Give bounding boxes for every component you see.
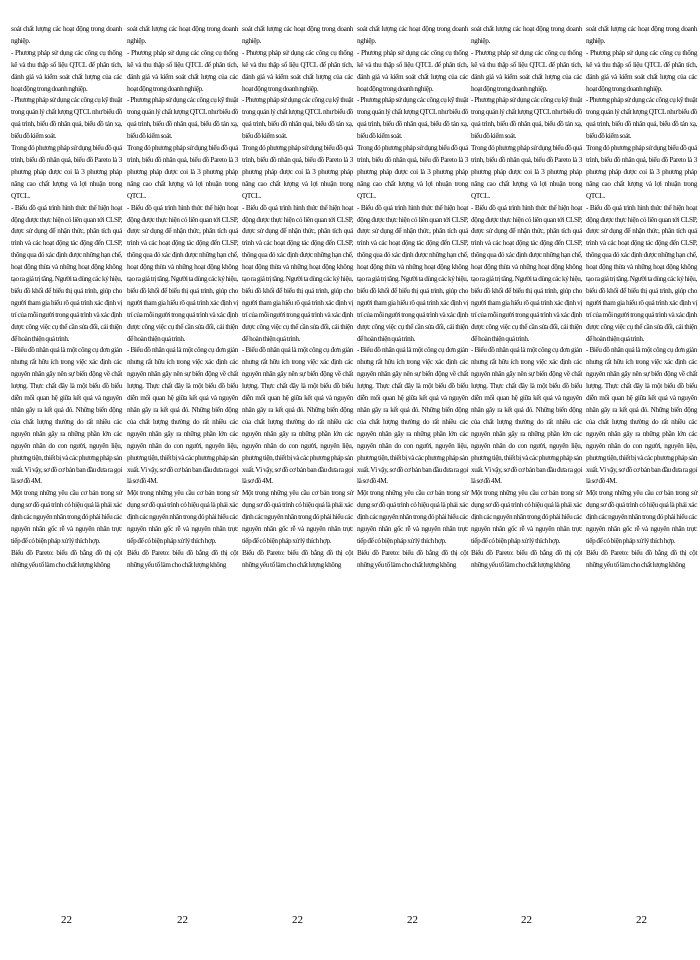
paragraph: Trong đó phương pháp sử dụng biểu đồ quá trình, biểu đồ nhân quả, biểu đồ Pareto là 3 phương pháp được coi là 3 phương pháp nâng cao chất lượng và lợi nhuận trong QTCL. [586,144,697,200]
paragraph: Một trong những yêu cầu cơ bản trong sử dụng sơ đồ quá trình có hiệu quả là phải xác định các nguyên nhân trong đó phải hiểu các nguyên nhân gốc rễ và nguyên nhân trực tiếp để có biện pháp xử lý thích hợp. [11,489,122,545]
paragraph: Biểu đồ Pareto: biểu đồ bằng đồ thị cột những yếu tố làm cho chất lượng không [586,548,697,569]
page-number: 22 [61,914,72,926]
paragraph: - Phương pháp sử dụng các công cụ thống kê và thu thập số liệu QTCL để phân tích, đánh giá và kiểm soát chất lượng của các hoạt động trong doanh nghiệp. [242,48,353,93]
paragraph: soát chất lượng các hoạt động trong doanh nghiệp. [357,25,468,45]
paragraph: - Phương pháp sử dụng các công cụ kỹ thuật trong quản lý chất lượng QTCL như biểu đồ quá trình, biểu đồ nhân quả, biểu đồ tán xạ, biểu đồ kiểm soát. [127,96,238,141]
paragraph: - Phương pháp sử dụng các công cụ kỹ thuật trong quản lý chất lượng QTCL như biểu đồ quá trình, biểu đồ nhân quả, biểu đồ tán xạ, biểu đồ kiểm soát. [357,96,468,141]
text-column-2 [127,0,238,960]
paragraph: Trong đó phương pháp sử dụng biểu đồ quá trình, biểu đồ nhân quả, biểu đồ Pareto là 3 phương pháp được coi là 3 phương pháp nâng cao chất lượng và lợi nhuận trong QTCL. [471,144,582,200]
text-column-4 [357,0,468,960]
paragraph: Biểu đồ Pareto: biểu đồ bằng đồ thị cột những yếu tố làm cho chất lượng không [11,548,122,569]
column-text [127,24,238,572]
paragraph: - Phương pháp sử dụng các công cụ kỹ thuật trong quản lý chất lượng QTCL như biểu đồ quá trình, biểu đồ nhân quả, biểu đồ tán xạ, biểu đồ kiểm soát. [242,96,353,141]
paragraph: soát chất lượng các hoạt động trong doanh nghiệp. [586,25,697,45]
paragraph: - Biểu đồ nhân quả là một công cụ đơn giản nhưng rất hữu ích trong việc xác định các nguyên nhân gây nên sự biến động về chất lượng. Thực chất đây là một biểu đồ biểu diễn mối quan hệ giữa kết quả và nguyên nhân gây ra kết quả đó. Những biến động của chất lượng thường do rất nhiều các nguyên nhân gây ra những phần lớn các nguyên nhân do con người, nguyên liệu, phương tiện, thiết bị và các phương pháp sản xuất. Vì vậy, sơ đồ cơ bản ban đầu đưa ra gọi là sơ đồ 4M. [586,346,697,486]
paragraph: Biểu đồ Pareto: biểu đồ bằng đồ thị cột những yếu tố làm cho chất lượng không [127,548,238,569]
paragraph: soát chất lượng các hoạt động trong doanh nghiệp. [127,25,238,45]
column-text [471,24,582,572]
paragraph: soát chất lượng các hoạt động trong doanh nghiệp. [471,25,582,45]
text-column-6 [586,0,697,960]
paragraph: - Biểu đồ quá trình hình thức thể hiện hoạt động được thực hiện có liên quan tới CLSP, được sử dụng để nhận thức, phân tích quá trình và các hoạt động tác động đến CLSP, thông qua đó xác định được những hạn chế, hoạt động thừa và những hoạt động không tạo ra giá trị tăng. Người ta dùng các ký hiệu, biểu đồ khối để biểu thị quá trình, giúp cho người tham gia hiểu rõ quá trình xác định vị trí của mỗi người trong quá trình và xác định được công việc cụ thể cần sửa đổi, cải thiện để hoàn thiện quá trình. [11,203,122,343]
page-number: 22 [177,914,188,926]
column-text [242,24,353,572]
paragraph: - Phương pháp sử dụng các công cụ thống kê và thu thập số liệu QTCL để phân tích, đánh giá và kiểm soát chất lượng của các hoạt động trong doanh nghiệp. [471,48,582,93]
paragraph: Một trong những yêu cầu cơ bản trong sử dụng sơ đồ quá trình có hiệu quả là phải xác định các nguyên nhân trong đó phải hiểu các nguyên nhân gốc rễ và nguyên nhân trực tiếp để có biện pháp xử lý thích hợp. [586,489,697,545]
paragraph: - Biểu đồ quá trình hình thức thể hiện hoạt động được thực hiện có liên quan tới CLSP, được sử dụng để nhận thức, phân tích quá trình và các hoạt động tác động đến CLSP, thông qua đó xác định được những hạn chế, hoạt động thừa và những hoạt động không tạo ra giá trị tăng. Người ta dùng các ký hiệu, biểu đồ khối để biểu thị quá trình, giúp cho người tham gia hiểu rõ quá trình xác định vị trí của mỗi người trong quá trình và xác định được công việc cụ thể cần sửa đổi, cải thiện để hoàn thiện quá trình. [127,203,238,343]
paragraph: - Phương pháp sử dụng các công cụ kỹ thuật trong quản lý chất lượng QTCL như biểu đồ quá trình, biểu đồ nhân quả, biểu đồ tán xạ, biểu đồ kiểm soát. [586,96,697,141]
paragraph: - Phương pháp sử dụng các công cụ kỹ thuật trong quản lý chất lượng QTCL như biểu đồ quá trình, biểu đồ nhân quả, biểu đồ tán xạ, biểu đồ kiểm soát. [471,96,582,141]
column-text [586,24,697,572]
paragraph: - Biểu đồ nhân quả là một công cụ đơn giản nhưng rất hữu ích trong việc xác định các nguyên nhân gây nên sự biến động về chất lượng. Thực chất đây là một biểu đồ biểu diễn mối quan hệ giữa kết quả và nguyên nhân gây ra kết quả đó. Những biến động của chất lượng thường do rất nhiều các nguyên nhân gây ra những phần lớn các nguyên nhân do con người, nguyên liệu, phương tiện, thiết bị và các phương pháp sản xuất. Vì vậy, sơ đồ cơ bản ban đầu đưa ra gọi là sơ đồ 4M. [242,346,353,486]
paragraph: - Phương pháp sử dụng các công cụ thống kê và thu thập số liệu QTCL để phân tích, đánh giá và kiểm soát chất lượng của các hoạt động trong doanh nghiệp. [11,48,122,93]
paragraph: - Biểu đồ quá trình hình thức thể hiện hoạt động được thực hiện có liên quan tới CLSP, được sử dụng để nhận thức, phân tích quá trình và các hoạt động tác động đến CLSP, thông qua đó xác định được những hạn chế, hoạt động thừa và những hoạt động không tạo ra giá trị tăng. Người ta dùng các ký hiệu, biểu đồ khối để biểu thị quá trình, giúp cho người tham gia hiểu rõ quá trình xác định vị trí của mỗi người trong quá trình và xác định được công việc cụ thể cần sửa đổi, cải thiện để hoàn thiện quá trình. [242,203,353,343]
paragraph: - Biểu đồ quá trình hình thức thể hiện hoạt động được thực hiện có liên quan tới CLSP, được sử dụng để nhận thức, phân tích quá trình và các hoạt động tác động đến CLSP, thông qua đó xác định được những hạn chế, hoạt động thừa và những hoạt động không tạo ra giá trị tăng. Người ta dùng các ký hiệu, biểu đồ khối để biểu thị quá trình, giúp cho người tham gia hiểu rõ quá trình xác định vị trí của mỗi người trong quá trình và xác định được công việc cụ thể cần sửa đổi, cải thiện để hoàn thiện quá trình. [586,203,697,343]
text-column-5 [471,0,582,960]
paragraph: Trong đó phương pháp sử dụng biểu đồ quá trình, biểu đồ nhân quả, biểu đồ Pareto là 3 phương pháp được coi là 3 phương pháp nâng cao chất lượng và lợi nhuận trong QTCL. [11,144,122,200]
paragraph: - Biểu đồ nhân quả là một công cụ đơn giản nhưng rất hữu ích trong việc xác định các nguyên nhân gây nên sự biến động về chất lượng. Thực chất đây là một biểu đồ biểu diễn mối quan hệ giữa kết quả và nguyên nhân gây ra kết quả đó. Những biến động của chất lượng thường do rất nhiều các nguyên nhân gây ra những phần lớn các nguyên nhân do con người, nguyên liệu, phương tiện, thiết bị và các phương pháp sản xuất. Vì vậy, sơ đồ cơ bản ban đầu đưa ra gọi là sơ đồ 4M. [127,346,238,486]
paragraph: - Phương pháp sử dụng các công cụ thống kê và thu thập số liệu QTCL để phân tích, đánh giá và kiểm soát chất lượng của các hoạt động trong doanh nghiệp. [127,48,238,93]
paragraph: Biểu đồ Pareto: biểu đồ bằng đồ thị cột những yếu tố làm cho chất lượng không [357,548,468,569]
paragraph: Một trong những yêu cầu cơ bản trong sử dụng sơ đồ quá trình có hiệu quả là phải xác định các nguyên nhân trong đó phải hiểu các nguyên nhân gốc rễ và nguyên nhân trực tiếp để có biện pháp xử lý thích hợp. [242,489,353,545]
paragraph: Một trong những yêu cầu cơ bản trong sử dụng sơ đồ quá trình có hiệu quả là phải xác định các nguyên nhân trong đó phải hiểu các nguyên nhân gốc rễ và nguyên nhân trực tiếp để có biện pháp xử lý thích hợp. [127,489,238,545]
paragraph: Một trong những yêu cầu cơ bản trong sử dụng sơ đồ quá trình có hiệu quả là phải xác định các nguyên nhân trong đó phải hiểu các nguyên nhân gốc rễ và nguyên nhân trực tiếp để có biện pháp xử lý thích hợp. [357,489,468,545]
paragraph: - Phương pháp sử dụng các công cụ kỹ thuật trong quản lý chất lượng QTCL như biểu đồ quá trình, biểu đồ nhân quả, biểu đồ tán xạ, biểu đồ kiểm soát. [11,96,122,141]
paragraph: - Biểu đồ nhân quả là một công cụ đơn giản nhưng rất hữu ích trong việc xác định các nguyên nhân gây nên sự biến động về chất lượng. Thực chất đây là một biểu đồ biểu diễn mối quan hệ giữa kết quả và nguyên nhân gây ra kết quả đó. Những biến động của chất lượng thường do rất nhiều các nguyên nhân gây ra những phần lớn các nguyên nhân do con người, nguyên liệu, phương tiện, thiết bị và các phương pháp sản xuất. Vì vậy, sơ đồ cơ bản ban đầu đưa ra gọi là sơ đồ 4M. [11,346,122,486]
paragraph: Biểu đồ Pareto: biểu đồ bằng đồ thị cột những yếu tố làm cho chất lượng không [471,548,582,569]
column-text [11,24,122,572]
paragraph: - Biểu đồ nhân quả là một công cụ đơn giản nhưng rất hữu ích trong việc xác định các nguyên nhân gây nên sự biến động về chất lượng. Thực chất đây là một biểu đồ biểu diễn mối quan hệ giữa kết quả và nguyên nhân gây ra kết quả đó. Những biến động của chất lượng thường do rất nhiều các nguyên nhân gây ra những phần lớn các nguyên nhân do con người, nguyên liệu, phương tiện, thiết bị và các phương pháp sản xuất. Vì vậy, sơ đồ cơ bản ban đầu đưa ra gọi là sơ đồ 4M. [357,346,468,486]
paragraph: Một trong những yêu cầu cơ bản trong sử dụng sơ đồ quá trình có hiệu quả là phải xác định các nguyên nhân trong đó phải hiểu các nguyên nhân gốc rễ và nguyên nhân trực tiếp để có biện pháp xử lý thích hợp. [471,489,582,545]
paragraph: - Biểu đồ quá trình hình thức thể hiện hoạt động được thực hiện có liên quan tới CLSP, được sử dụng để nhận thức, phân tích quá trình và các hoạt động tác động đến CLSP, thông qua đó xác định được những hạn chế, hoạt động thừa và những hoạt động không tạo ra giá trị tăng. Người ta dùng các ký hiệu, biểu đồ khối để biểu thị quá trình, giúp cho người tham gia hiểu rõ quá trình xác định vị trí của mỗi người trong quá trình và xác định được công việc cụ thể cần sửa đổi, cải thiện để hoàn thiện quá trình. [357,203,468,343]
text-column-1 [11,0,122,960]
column-text [357,24,468,572]
paragraph: - Phương pháp sử dụng các công cụ thống kê và thu thập số liệu QTCL để phân tích, đánh giá và kiểm soát chất lượng của các hoạt động trong doanh nghiệp. [357,48,468,93]
paragraph: soát chất lượng các hoạt động trong doanh nghiệp. [11,25,122,45]
paragraph: Biểu đồ Pareto: biểu đồ bằng đồ thị cột những yếu tố làm cho chất lượng không [242,548,353,569]
paragraph: - Biểu đồ nhân quả là một công cụ đơn giản nhưng rất hữu ích trong việc xác định các nguyên nhân gây nên sự biến động về chất lượng. Thực chất đây là một biểu đồ biểu diễn mối quan hệ giữa kết quả và nguyên nhân gây ra kết quả đó. Những biến động của chất lượng thường do rất nhiều các nguyên nhân gây ra những phần lớn các nguyên nhân do con người, nguyên liệu, phương tiện, thiết bị và các phương pháp sản xuất. Vì vậy, sơ đồ cơ bản ban đầu đưa ra gọi là sơ đồ 4M. [471,346,582,486]
page-number: 22 [407,914,418,926]
page-number: 22 [292,914,303,926]
paragraph: - Biểu đồ quá trình hình thức thể hiện hoạt động được thực hiện có liên quan tới CLSP, được sử dụng để nhận thức, phân tích quá trình và các hoạt động tác động đến CLSP, thông qua đó xác định được những hạn chế, hoạt động thừa và những hoạt động không tạo ra giá trị tăng. Người ta dùng các ký hiệu, biểu đồ khối để biểu thị quá trình, giúp cho người tham gia hiểu rõ quá trình xác định vị trí của mỗi người trong quá trình và xác định được công việc cụ thể cần sửa đổi, cải thiện để hoàn thiện quá trình. [471,203,582,343]
paragraph: Trong đó phương pháp sử dụng biểu đồ quá trình, biểu đồ nhân quả, biểu đồ Pareto là 3 phương pháp được coi là 3 phương pháp nâng cao chất lượng và lợi nhuận trong QTCL. [357,144,468,200]
paragraph: - Phương pháp sử dụng các công cụ thống kê và thu thập số liệu QTCL để phân tích, đánh giá và kiểm soát chất lượng của các hoạt động trong doanh nghiệp. [586,48,697,93]
page-number: 22 [521,914,532,926]
paragraph: soát chất lượng các hoạt động trong doanh nghiệp. [242,25,353,45]
paragraph: Trong đó phương pháp sử dụng biểu đồ quá trình, biểu đồ nhân quả, biểu đồ Pareto là 3 phương pháp được coi là 3 phương pháp nâng cao chất lượng và lợi nhuận trong QTCL. [127,144,238,200]
page-number: 22 [636,914,647,926]
paragraph: Trong đó phương pháp sử dụng biểu đồ quá trình, biểu đồ nhân quả, biểu đồ Pareto là 3 phương pháp được coi là 3 phương pháp nâng cao chất lượng và lợi nhuận trong QTCL. [242,144,353,200]
text-column-3 [242,0,353,960]
